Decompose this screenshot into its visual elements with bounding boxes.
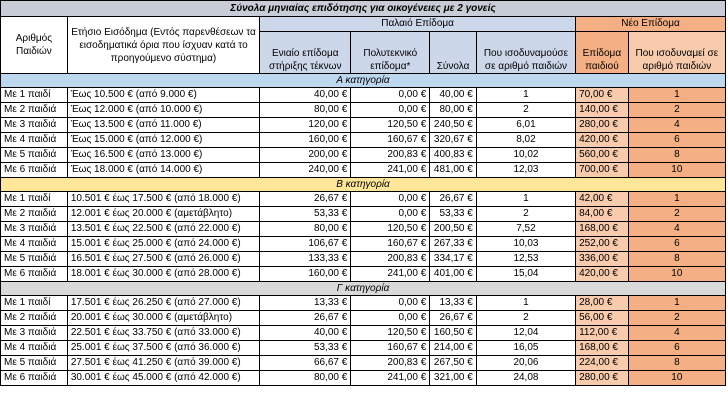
cell-income: 12.001 € έως 20.000 € (αμετάβλητο)	[67, 207, 259, 222]
group-new-benefit: Νέο Επίδομα	[576, 17, 726, 32]
cell-large-family: 241,00 €	[351, 163, 430, 178]
cell-equiv-new: 2	[628, 103, 725, 118]
table-row	[1, 311, 726, 326]
category-row	[1, 178, 726, 192]
category-label: Γ κατηγορία	[1, 282, 726, 296]
cell-income: Έως 15.000 € (από 12.000 €)	[67, 133, 259, 148]
cell-total: 321,00 €	[430, 371, 477, 386]
cell-large-family: 0,00 €	[351, 296, 430, 311]
cell-equiv-old: 1	[476, 88, 575, 103]
cell-unified: 66,67 €	[260, 356, 351, 371]
cell-income: 25.001 € έως 37.500 € (από 36.000 €)	[67, 341, 259, 356]
cell-equiv-old: 12,53	[476, 252, 575, 267]
header-equiv-new: Που ισοδυναμεί σε αριθμό παιδιών	[628, 32, 725, 74]
cell-new-benefit: 70,00 €	[576, 88, 629, 103]
cell-unified: 53,33 €	[260, 207, 351, 222]
cell-unified: 80,00 €	[260, 371, 351, 386]
cell-children: Με 1 παιδί	[1, 192, 68, 207]
cell-unified: 160,00 €	[260, 133, 351, 148]
category-row	[1, 282, 726, 296]
table-row	[1, 356, 726, 371]
cell-equiv-old: 1	[476, 296, 575, 311]
header-total: Σύνολα	[430, 32, 477, 74]
cell-children: Με 5 παιδιά	[1, 148, 68, 163]
cell-children: Με 6 παιδιά	[1, 163, 68, 178]
cell-large-family: 200,83 €	[351, 252, 430, 267]
cell-large-family: 200,83 €	[351, 356, 430, 371]
cell-equiv-old: 15,04	[476, 267, 575, 282]
cell-new-benefit: 420,00 €	[576, 133, 629, 148]
cell-unified: 80,00 €	[260, 222, 351, 237]
cell-equiv-new: 2	[628, 207, 725, 222]
cell-equiv-new: 1	[628, 192, 725, 207]
group-old-benefit: Παλαιό Επίδομα	[260, 17, 576, 32]
cell-large-family: 160,67 €	[351, 341, 430, 356]
cell-children: Με 5 παιδιά	[1, 356, 68, 371]
cell-equiv-old: 24,08	[476, 371, 575, 386]
cell-children: Με 2 παιδιά	[1, 103, 68, 118]
cell-income: Έως 13.500 € (από 11.000 €)	[67, 118, 259, 133]
cell-equiv-new: 1	[628, 296, 725, 311]
cell-income: 15.001 € έως 25.000 € (από 24.000 €)	[67, 237, 259, 252]
cell-unified: 120,00 €	[260, 118, 351, 133]
cell-total: 267,50 €	[430, 356, 477, 371]
table-row	[1, 326, 726, 341]
cell-new-benefit: 28,00 €	[576, 296, 629, 311]
table-row	[1, 148, 726, 163]
cell-new-benefit: 252,00 €	[576, 237, 629, 252]
cell-new-benefit: 420,00 €	[576, 267, 629, 282]
cell-total: 13,33 €	[430, 296, 477, 311]
cell-children: Με 4 παιδιά	[1, 237, 68, 252]
cell-new-benefit: 112,00 €	[576, 326, 629, 341]
cell-equiv-new: 8	[628, 252, 725, 267]
cell-large-family: 0,00 €	[351, 88, 430, 103]
cell-total: 334,17 €	[430, 252, 477, 267]
cell-children: Με 3 παιδιά	[1, 326, 68, 341]
cell-new-benefit: 84,00 €	[576, 207, 629, 222]
cell-income: 20.001 € έως 30.000 € (αμετάβλητο)	[67, 311, 259, 326]
cell-income: Έως 16.500 € (από 13.000 €)	[67, 148, 259, 163]
cell-total: 320,67 €	[430, 133, 477, 148]
table-row	[1, 267, 726, 282]
cell-equiv-old: 6,01	[476, 118, 575, 133]
cell-large-family: 160,67 €	[351, 133, 430, 148]
header-large-family: Πολυτεκνικό επίδομα*	[351, 32, 430, 74]
cell-income: Έως 12.000 € (από 10.000 €)	[67, 103, 259, 118]
header-unified: Ενιαίο επίδομα στήριξης τέκνων	[260, 32, 351, 74]
table-row	[1, 103, 726, 118]
cell-children: Με 3 παιδιά	[1, 222, 68, 237]
cell-equiv-new: 10	[628, 371, 725, 386]
cell-new-benefit: 336,00 €	[576, 252, 629, 267]
cell-new-benefit: 560,00 €	[576, 148, 629, 163]
cell-children: Με 1 παιδί	[1, 296, 68, 311]
cell-income: 17.501 € έως 26.250 € (από 27.000 €)	[67, 296, 259, 311]
cell-equiv-old: 1	[476, 192, 575, 207]
cell-equiv-old: 20,06	[476, 356, 575, 371]
cell-equiv-new: 6	[628, 133, 725, 148]
header-income: Ετήσιο Εισόδημα (Εντός παρενθέσεων τα εισοδηματικά όρια που ίσχυαν κατά το προηγούμενο σύστημα)	[67, 17, 259, 74]
cell-children: Με 5 παιδιά	[1, 252, 68, 267]
header-equiv-old: Που ισοδυναμούσε σε αριθμό παιδιών	[476, 32, 575, 74]
cell-unified: 13,33 €	[260, 296, 351, 311]
table-row	[1, 207, 726, 222]
table-row	[1, 118, 726, 133]
cell-equiv-old: 12,04	[476, 326, 575, 341]
cell-large-family: 0,00 €	[351, 311, 430, 326]
cell-children: Με 2 παιδιά	[1, 207, 68, 222]
cell-equiv-old: 7,52	[476, 222, 575, 237]
cell-equiv-new: 10	[628, 163, 725, 178]
table-row	[1, 192, 726, 207]
cell-unified: 80,00 €	[260, 103, 351, 118]
cell-equiv-new: 4	[628, 222, 725, 237]
cell-income: 27.501 € έως 41.250 € (από 39.000 €)	[67, 356, 259, 371]
cell-new-benefit: 700,00 €	[576, 163, 629, 178]
cell-equiv-new: 6	[628, 341, 725, 356]
cell-total: 26,67 €	[430, 311, 477, 326]
cell-children: Με 6 παιδιά	[1, 267, 68, 282]
cell-total: 200,50 €	[430, 222, 477, 237]
category-label: Α κατηγορία	[1, 74, 726, 88]
cell-equiv-old: 10,03	[476, 237, 575, 252]
table-row	[1, 88, 726, 103]
cell-income: 16.501 € έως 27.500 € (από 26.000 €)	[67, 252, 259, 267]
cell-unified: 40,00 €	[260, 88, 351, 103]
cell-unified: 240,00 €	[260, 163, 351, 178]
table-row	[1, 222, 726, 237]
cell-income: 22.501 € έως 33.750 € (από 33.000 €)	[67, 326, 259, 341]
cell-new-benefit: 168,00 €	[576, 222, 629, 237]
cell-total: 267,33 €	[430, 237, 477, 252]
cell-new-benefit: 140,00 €	[576, 103, 629, 118]
table-row	[1, 133, 726, 148]
cell-new-benefit: 224,00 €	[576, 356, 629, 371]
cell-children: Με 4 παιδιά	[1, 133, 68, 148]
table-row	[1, 341, 726, 356]
cell-equiv-old: 10,02	[476, 148, 575, 163]
cell-income: 18.001 € έως 30.000 € (από 28.000 €)	[67, 267, 259, 282]
cell-income: 13.501 € έως 22.500 € (από 22.000 €)	[67, 222, 259, 237]
cell-unified: 106,67 €	[260, 237, 351, 252]
cell-unified: 200,00 €	[260, 148, 351, 163]
cell-equiv-old: 12,03	[476, 163, 575, 178]
cell-unified: 160,00 €	[260, 267, 351, 282]
cell-large-family: 200,83 €	[351, 148, 430, 163]
cell-total: 401,00 €	[430, 267, 477, 282]
cell-equiv-old: 2	[476, 103, 575, 118]
cell-unified: 26,67 €	[260, 311, 351, 326]
table-row	[1, 371, 726, 386]
cell-new-benefit: 42,00 €	[576, 192, 629, 207]
cell-children: Με 3 παιδιά	[1, 118, 68, 133]
cell-equiv-new: 8	[628, 356, 725, 371]
cell-income: 30.001 € έως 45.000 € (από 42.000 €)	[67, 371, 259, 386]
cell-total: 214,00 €	[430, 341, 477, 356]
cell-total: 240,50 €	[430, 118, 477, 133]
cell-children: Με 1 παιδί	[1, 88, 68, 103]
cell-large-family: 241,00 €	[351, 267, 430, 282]
cell-total: 400,83 €	[430, 148, 477, 163]
cell-large-family: 160,67 €	[351, 237, 430, 252]
cell-total: 40,00 €	[430, 88, 477, 103]
cell-unified: 53,33 €	[260, 341, 351, 356]
cell-equiv-old: 2	[476, 207, 575, 222]
table-row	[1, 252, 726, 267]
cell-new-benefit: 168,00 €	[576, 341, 629, 356]
cell-total: 53,33 €	[430, 207, 477, 222]
cell-large-family: 120,50 €	[351, 222, 430, 237]
cell-total: 26,67 €	[430, 192, 477, 207]
header-children: Αριθμός Παιδιών	[1, 17, 68, 74]
cell-equiv-new: 4	[628, 326, 725, 341]
cell-children: Με 4 παιδιά	[1, 341, 68, 356]
category-row	[1, 74, 726, 88]
cell-large-family: 0,00 €	[351, 207, 430, 222]
cell-income: Έως 10.500 € (από 9.000 €)	[67, 88, 259, 103]
cell-large-family: 120,50 €	[351, 118, 430, 133]
cell-equiv-new: 2	[628, 311, 725, 326]
cell-equiv-old: 16,05	[476, 341, 575, 356]
cell-equiv-new: 6	[628, 237, 725, 252]
cell-unified: 40,00 €	[260, 326, 351, 341]
table-row	[1, 296, 726, 311]
cell-children: Με 6 παιδιά	[1, 371, 68, 386]
table-title: Σύνολα μηνιαίας επιδότησης για οικογένειες με 2 γονείς	[1, 1, 726, 17]
cell-large-family: 0,00 €	[351, 192, 430, 207]
cell-total: 481,00 €	[430, 163, 477, 178]
cell-equiv-new: 10	[628, 267, 725, 282]
category-label: Β κατηγορία	[1, 178, 726, 192]
cell-new-benefit: 56,00 €	[576, 311, 629, 326]
cell-equiv-new: 8	[628, 148, 725, 163]
cell-equiv-old: 2	[476, 311, 575, 326]
cell-unified: 133,33 €	[260, 252, 351, 267]
cell-equiv-new: 4	[628, 118, 725, 133]
cell-income: 10.501 € έως 17.500 € (από 18.000 €)	[67, 192, 259, 207]
cell-income: Έως 18.000 € (από 14.000 €)	[67, 163, 259, 178]
cell-unified: 26,67 €	[260, 192, 351, 207]
cell-large-family: 120,50 €	[351, 326, 430, 341]
cell-new-benefit: 280,00 €	[576, 118, 629, 133]
table-row	[1, 237, 726, 252]
cell-children: Με 2 παιδιά	[1, 311, 68, 326]
cell-large-family: 0,00 €	[351, 103, 430, 118]
cell-equiv-new: 1	[628, 88, 725, 103]
header-new-benefit: Επίδομα παιδιού	[576, 32, 629, 74]
cell-new-benefit: 280,00 €	[576, 371, 629, 386]
table-row	[1, 163, 726, 178]
cell-total: 160,50 €	[430, 326, 477, 341]
cell-large-family: 241,00 €	[351, 371, 430, 386]
cell-total: 80,00 €	[430, 103, 477, 118]
cell-equiv-old: 8,02	[476, 133, 575, 148]
